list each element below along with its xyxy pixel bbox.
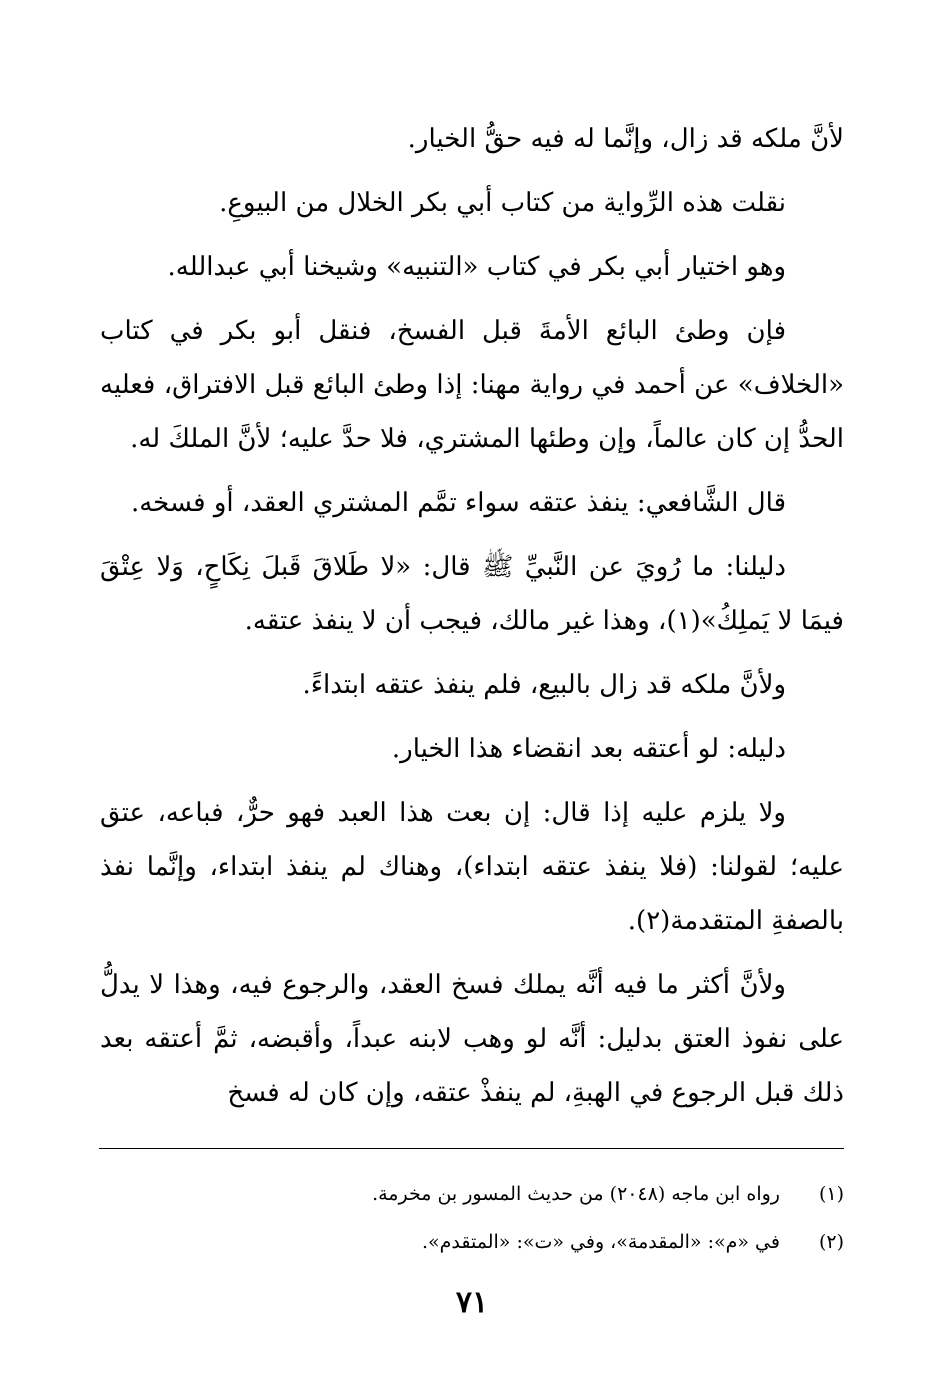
paragraph-9: ولا يلزم عليه إذا قال: إن بعت هذا العبد فهو حرٌّ، فباعه، عتق عليه؛ لقولنا: (فلا ينفذ عتقه ابتداء)، وهناك لم ينفذ ابتداء، وإنَّما نفذ بالصفةِ المتقدمة(٢). — [100, 798, 844, 936]
paragraph-7: ولأنَّ ملكه قد زال بالبيع، فلم ينفذ عتقه ابتداءً. — [302, 670, 786, 700]
paragraph-8: دليله: لو أعتقه بعد انقضاء هذا الخيار. — [391, 734, 786, 764]
paragraph-3: وهو اختيار أبي بكر في كتاب «التنبيه» وشيخنا أبي عبدالله. — [167, 252, 786, 282]
footnote-number: (١) — [818, 1183, 844, 1205]
paragraph-10: ولأنَّ أكثر ما فيه أنَّه يملك فسخ العقد، والرجوع فيه، وهذا لا يدلُّ على نفوذ العتق بدليل: أنَّه لو وهب لابنه عبداً، وأقبضه، ثمَّ أعتقه بعد ذلك قبل الرجوع في الهبةِ، لم ينفذْ عتقه، وإن كان له فسخ — [100, 970, 844, 1108]
footnote-2 — [100, 1218, 844, 1266]
page-number: ٧١ — [455, 1285, 489, 1320]
footnotes — [100, 1170, 844, 1266]
footnote-number: (٢) — [818, 1231, 844, 1253]
paragraph-1: لأنَّ ملكه قد زال، وإنَّما له فيه حقُّ الخيار. — [407, 124, 844, 154]
footnote-text: رواه ابن ماجه (٢٠٤٨) من حديث المسور بن مخرمة. — [372, 1183, 780, 1205]
footnote-divider — [99, 1148, 844, 1149]
main-text — [100, 112, 844, 1130]
footnote-1 — [100, 1170, 844, 1218]
paragraph-4: فإن وطئ البائع الأمةَ قبل الفسخ، فنقل أبو بكر في كتاب «الخلاف» عن أحمد في رواية مهنا: إذا وطئ البائع قبل الافتراق، فعليه الحدُّ إن كان عالماً، وإن وطئها المشتري، فلا حدَّ عليه؛ لأنَّ الملكَ له. — [100, 316, 844, 454]
paragraph-5: قال الشَّافعي: ينفذ عتقه سواء تمَّم المشتري العقد، أو فسخه. — [130, 488, 786, 518]
paragraph-6: دليلنا: ما رُويَ عن النَّبيِّ ﷺ قال: «لا طَلاقَ قَبلَ نِكَاحٍ، وَلا عِتْقَ فيمَا لا يَملِكُ»(١)، وهذا غير مالك، فيجب أن لا ينفذ عتقه. — [100, 552, 844, 636]
paragraph-2: نقلت هذه الرِّواية من كتاب أبي بكر الخلال من البيوعِ. — [219, 188, 786, 218]
footnote-text: في «م»: «المقدمة»، وفي «ت»: «المتقدم». — [421, 1231, 780, 1253]
